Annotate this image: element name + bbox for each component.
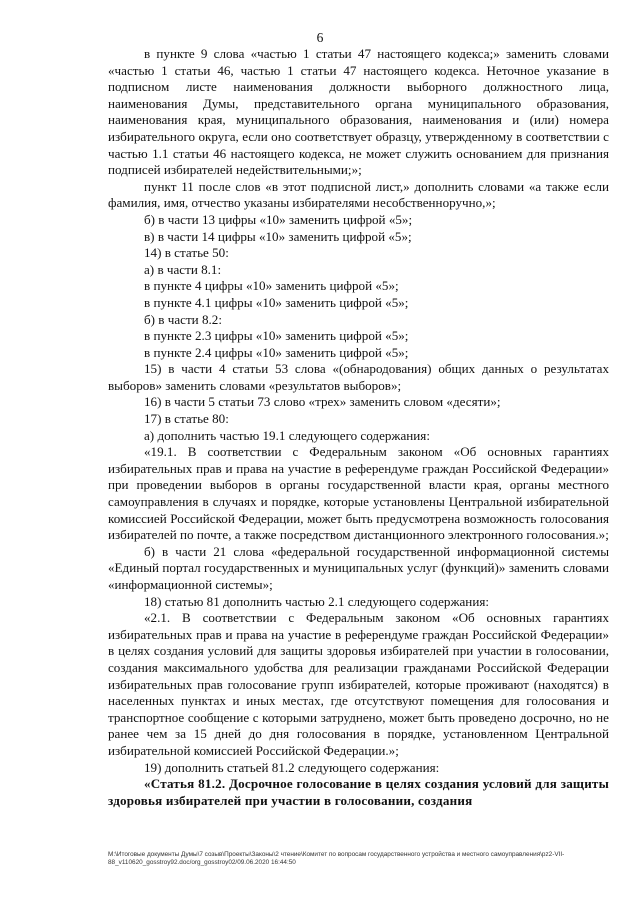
paragraph-item-19: 19) дополнить статьей 81.2 следующего содержания:	[144, 759, 440, 775]
paragraph-item-14: 14) в статье 50:	[144, 245, 229, 261]
paragraph-p11-addition: пункт 11 после слов «в этот подписной лист,» дополнить словами «а также если фамилия, имя, отчество указаны избирателями несобственноручно,»;	[108, 178, 609, 211]
paragraph-part-8-1: а) в части 8.1:	[144, 261, 222, 277]
paragraph-point-4: в пункте 4 цифры «10» заменить цифрой «5»;	[144, 278, 399, 294]
paragraph-item-17: 17) в статье 80:	[144, 411, 229, 427]
paragraph-point-4-1: в пункте 4.1 цифры «10» заменить цифрой «5»;	[144, 294, 409, 310]
paragraph-part-2-1-text: «2.1. В соответствии с Федеральным законом «Об основных гарантиях избирательных прав и права на участие в референдуме граждан Российской Федерации» в целях создания условий для защиты здоровья избирателей при участии в голосовании, создания максимального удобства для реализации гражданами Российской Федерации избирательных прав голосование групп избирателей, которые проживают (находятся) в населенных пунктах и иных местах, где отсутствуют помещения для голосования и транспортное сообщение с которыми затруднено, может быть проведено досрочно, но не ранее чем за 15 дней до дня голосования в порядке, установленном Центральной избирательной комиссией Российской Федерации.»;	[108, 610, 609, 758]
page-number: 6	[316, 30, 324, 45]
paragraph-item-15: 15) в части 4 статьи 53 слова «(обнародования) общих данных о результатах выборов» заменить словами «результатов выборов»;	[108, 361, 609, 393]
paragraph-part-19-1-text: «19.1. В соответствии с Федеральным законом «Об основных гарантиях избирательных прав и права на участие в референдуме граждан Российской Федерации» при проведении выборов в органы государственной власти края, органы местного самоуправления в случаях и порядке, которые установлены Центральной избирательной комиссией Российской Федерации, может быть предусмотрена возможность голосования избирателей по почте, а также посредством дистанционного электронного голосования.»;	[108, 444, 609, 543]
paragraph-part-21: б) в части 21 слова «федеральной государственной информационной системы «Единый портал государственных и муниципальных услуг (функций)» заменить словами «информационной системы»;	[108, 543, 609, 592]
file-path-footer: M:\Итоговые документы Думы\7 созыв\Проекты\Законы\2 чтение\Комитет по вопросам государственного устройства и местного самоуправления\pz2-VII-88_v110620_gosstroy92.doc/org_gosstroy02/09.06.2020 16:44:50	[108, 851, 565, 867]
article-81-2-heading: «Статья 81.2. Досрочное голосование в целях создания условий для защиты здоровья избирателей при участии в голосовании, создания	[108, 776, 609, 808]
paragraph-point-2-3: в пункте 2.3 цифры «10» заменить цифрой «5»;	[144, 328, 409, 344]
paragraph-p9-replacement: в пункте 9 слова «частью 1 статьи 47 настоящего кодекса;» заменить словами «частью 1 статьи 46, частью 1 статьи 47 настоящего кодекса. Неточное указание в подписном листе наименования должности выборного должностного лица, наименования Думы, представительного органа муниципального образования, наименования края, муниципального образования, наименования и (или) номера избирательного округа, если оно соответствует образцу, утвержденному в соответствии с частью 1.1 статьи 46 настоящего кодекса, не может служить основанием для признания подписей избирателей недействительными;»;	[108, 46, 609, 178]
paragraph-item-16: 16) в части 5 статьи 73 слово «трех» заменить словом «десяти»;	[144, 394, 501, 410]
document-body	[108, 46, 609, 809]
paragraph-part-19-1-intro: а) дополнить частью 19.1 следующего содержания:	[144, 427, 430, 443]
paragraph-part-8-2: б) в части 8.2:	[144, 311, 222, 327]
paragraph-point-2-4: в пункте 2.4 цифры «10» заменить цифрой «5»;	[144, 344, 409, 360]
paragraph-part-13: б) в части 13 цифры «10» заменить цифрой «5»;	[144, 211, 413, 227]
paragraph-item-18: 18) статью 81 дополнить частью 2.1 следующего содержания:	[144, 593, 489, 609]
paragraph-part-14: в) в части 14 цифры «10» заменить цифрой «5»;	[144, 228, 412, 244]
